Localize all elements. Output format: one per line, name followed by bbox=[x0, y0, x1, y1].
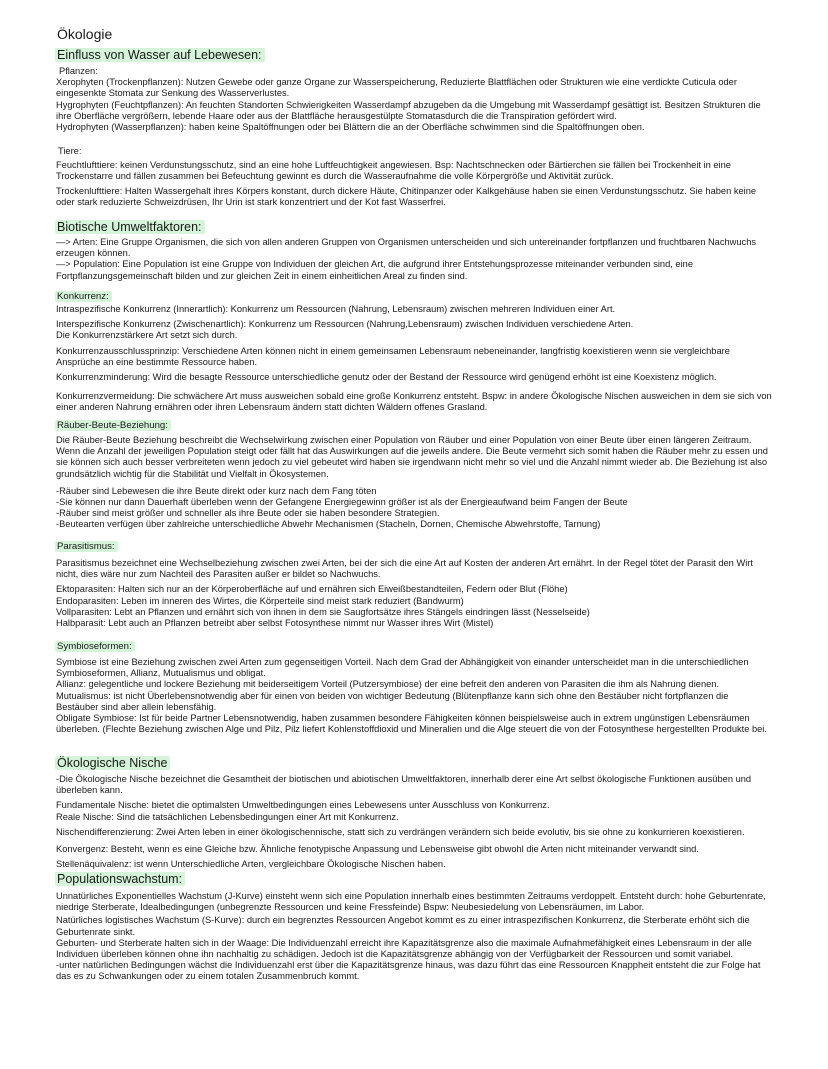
paragraph-symbiose-intro: Symbiose ist eine Beziehung zwischen zwei Arten zum gegenseitigen Vorteil. Nach dem Grad der Abhängigkeit von einander unterscheidet man in die unterschiedlichen Symbioseformen, Allianz, Mutualismus und obligat. bbox=[56, 657, 749, 679]
paragraph-ausschlussprinzip: Konkurrenzausschlussprinzip: Verschiedene Arten können nicht in einem gemeinsamen Lebensraum nebeneinander, langfristig koexistieren wenn sie vergleichbare Ansprüche an eine bestimmte Ressource haben. bbox=[56, 345, 730, 367]
section-body-konkurrenz bbox=[56, 304, 772, 414]
paragraph-parasitismus-intro: Parasitismus bezeichnet eine Wechselbeziehung zwischen zwei Arten, bei der sich die eine Art auf Kosten der anderen Art ernährt. In der Regel tötet der Parasit den Wirt nicht, dies wäre nur zum Nachteil des Parasiten außer er bildet so Nachwuchs. bbox=[56, 558, 753, 580]
section-body-nische bbox=[56, 774, 772, 870]
paragraph-intraspezifisch: Intraspezifische Konkurrenz (Innerartlich): Konkurrenz um Ressourcen (Nahrung, Lebensraum) zwischen mehreren Individuen einer Art. bbox=[56, 304, 616, 314]
list-item: -Räuber sind meist größer und schneller als ihre Beute oder sie haben besondere Strategien. bbox=[56, 508, 440, 519]
section-heading-biotisch: Biotische Umweltfaktoren: bbox=[57, 220, 205, 235]
list-item: -Beutearten verfügen über zahlreiche unterschiedliche Abwehr Mechanismen (Stacheln, Dornen, Chemische Abwehrstoffe, Tarnung) bbox=[56, 519, 601, 530]
paragraph-konkurrenzvermeidung: Konkurrenzvermeidung: Die schwächere Art muss ausweichen sobald eine große Konkurrenz entsteht. Bspw: in andere Ökologische Nischen ausweichen in dem sie sich von einer anderen Nahrung ernähren oder ihren Lebensraum ändern statt dichten Wäldern offenes Grasland. bbox=[56, 391, 772, 413]
definition-population: —> Population: Eine Population ist eine Gruppe von Individuen der gleichen Art, die aufgrund ihrer Entstehungsprozesse miteinander verbunden sind, eine Fortpflanzungsgemeinschaft bilden und zur gleichen Zeit in einem einheitlichen Areal zu finden sind. bbox=[56, 259, 693, 281]
paragraph-xerophyten: Xerophyten (Trockenpflanzen): Nutzen Gewebe oder ganze Organe zur Wasserspeicherung, Reduzierte Blattflächen oder Strukturen wie eine verdickte Cuticula oder eingesenkte Stomata zur Senkung des Wasserverlustes. bbox=[56, 77, 737, 99]
paragraph-interspezifisch: Interspezifische Konkurrenz (Zwischenartlich): Konkurrenz um Ressourcen (Nahrung,Lebensraum) zwischen Individuen verschiedene Arten. bbox=[56, 319, 634, 330]
paragraph-reale-nische: Reale Nische: Sind die tatsächlichen Lebensbedingungen einer Art mit Konkurrenz. bbox=[56, 811, 399, 822]
paragraph-exponentielles-wachstum: Unnatürliches Exponentielles Wachstum (J-Kurve) einsteht wenn sich eine Population innerhalb eines bestimmten Zeitraums verdoppelt. Entsteht durch: hohe Geburtenrate, niedrige Sterberate, Idealbedingungen (unbegrenzte Ressourcen und keine Fressfeinde) Bspw: Neubesiedelung von Lebensräumen, im Labor. bbox=[56, 891, 766, 913]
paragraph-ektoparasiten: Ektoparasiten: Halten sich nur an der Körperoberfläche auf und ernähren sich Eiweißbestandteilen, Federn oder Blut (Flöhe) bbox=[56, 584, 568, 595]
paragraph-halbparasit: Halbparasit: Lebt auch an Pflanzen betreibt aber selbst Fotosynthese nimmt nur Wasser ihres Wirt (Mistel) bbox=[56, 618, 494, 629]
section-heading-symbiose: Symbioseformen: bbox=[57, 641, 135, 653]
paragraph-kapazitaetsgrenze: Geburten- und Sterberate halten sich in der Waage: Die Individuenzahl erreicht ihre Kapazitätsgrenze also die maximale Aufnahmefähigkeit eines Lebensraum in der alle Individuen überleben können ohne ihn nachhaltig zu schädigen. Jedoch ist die Kapazitätsgrenze abhängig von der Verfügbarkeit der Ressourcen und somit variabel. bbox=[56, 937, 752, 960]
paragraph-nische-definition: -Die Ökologische Nische bezeichnet die Gesamtheit der biotischen und abiotischen Umweltfaktoren, innerhalb derer eine Art selbst ökologische Funktionen ausüben und überleben kann. bbox=[56, 774, 752, 796]
paragraph-endoparasiten: Endoparasiten: Leben im inneren des Wirtes, die Körperteile sind meist stark reduziert (Bandwurm) bbox=[56, 595, 464, 606]
section-body-parasitismus bbox=[56, 558, 772, 629]
section-heading-nische: Ökologische Nische bbox=[57, 756, 170, 771]
section-heading-konkurrenz: Konkurrenz: bbox=[57, 291, 112, 303]
paragraph-vollparasiten: Vollparasiten: Lebt an Pflanzen und ernährt sich von ihnen in dem sie Saugfortsätze ihres Stängels eindringen lässt (Nesselseide) bbox=[56, 606, 590, 617]
paragraph-feuchtlufttiere: Feuchtlufttiere: keinen Verdunstungsschutz, sind an eine hohe Luftfeuchtigkeit angewiesen. Bsp: Nachtschnecken oder Bärtierchen sie fällen bei Trockenheit in eine Trockenstarre und fällen zusammen bei Befeuchtung gewinnt es durch die Wasseraufnahme die volle Körpergröße und Aktivität zurück. bbox=[56, 160, 731, 182]
paragraph-obligate-symbiose: Obligate Symbiose: Ist für beide Partner Lebensnotwendig, haben zusammen besondere Fähigkeiten können beispielsweise auch in extrem ungünstigen Lebensräumen überleben. (Flechte Beziehung zwischen Alge und Pilz, Pilz liefert Kohlenstoffdioxid und Mineralien und die Alge steuert die von der Fotosynthese hergestellten Produkte bei. bbox=[56, 713, 767, 735]
paragraph-trockenlufttiere: Trockenlufttiere: Halten Wassergehalt ihres Körpers konstant, durch dickere Häute, Chitinpanzer oder Kalkgehäuse haben sie einen Verdunstungsschutz. Sie haben keine oder stark reduzierte Schweizdrüsen, Ihr Urin ist stark konzentriert und der Kot fast Wasserfrei. bbox=[56, 185, 757, 207]
paragraph-konkurrenzminderung: Konkurrenzminderung: Wird die besagte Ressource unterschiedliche genutz oder der Bestand der Ressource wird genügend erhöht ist eine Koexistenz möglich. bbox=[56, 372, 717, 383]
paragraph-raeuber-beute-intro: Die Räuber-Beute Beziehung beschreibt die Wechselwirkung zwischen einer Population von Räuber und einer Population von einer Beute über einen längeren Zeitraum. Wenn die Anzahl der jeweiligen Population steigt oder fällt hat das Auswirkungen auf die jeweils andere. Die Beute vermehrt sich somit haben die Räuber mehr zu essen und sie können sich auch besser verbreiteten wenn jedoch zu viel gebeutet wird haben sie irgendwann nicht mehr so viel und die Anzahl nimmt wieder ab. Die Beziehung ist also grundsätzlich wichtig für die Stabilität und Vielfalt in Ökosystemen. bbox=[56, 435, 768, 479]
paragraph-allianz: Allianz: gelegentliche und lockere Beziehung mit beiderseitigem Vorteil (Putzersymbiose) der eine befreit den anderen von Parasiten die ihm als Nahrung dienen. bbox=[56, 679, 720, 690]
label-tiere: Tiere: bbox=[58, 146, 82, 156]
definition-arten: —> Arten: Eine Gruppe Organismen, die sich von allen anderen Gruppen von Organismen unterscheiden und sich untereinander fortpflanzen und fruchtbaren Nachwuchs erzeugen können. bbox=[56, 237, 757, 259]
paragraph-logistisches-wachstum: Natürliches logistisches Wachstum (S-Kurve): durch ein begrenztes Ressourcen Angebot kommt es zu einer intraspezifischen Konkurrenz, die Sterberate erhöht sich die Geburtenrate sinkt. bbox=[56, 915, 750, 937]
list-item: -Sie können nur dann Dauerhaft überleben wenn der Gefangene Energiegewinn größer ist als der Energieaufwand beim Fangen der Beute bbox=[56, 497, 628, 508]
paragraph-konvergenz: Konvergenz: Besteht, wenn es eine Gleiche bzw. Ähnliche fenotypische Anpassung und Lebensweise gibt obwohl die Arten nicht miteinander verwandt sind. bbox=[56, 844, 699, 855]
section-body-raeuber-beute bbox=[56, 435, 772, 531]
paragraph-nischendifferenzierung: Nischendifferenzierung: Zwei Arten leben in einer ökologischennische, statt sich zu verdrängen verändern sich beide evolutiv, bis sie ohne zu konkurrieren koexistieren. bbox=[56, 826, 745, 837]
section-heading-wasser: Einfluss von Wasser auf Lebewesen: bbox=[57, 48, 265, 63]
label-pflanzen: Pflanzen: bbox=[59, 66, 98, 76]
paragraph-hygrophyten: Hygrophyten (Feuchtpflanzen): An feuchten Standorten Schwierigkeiten Wasserdampf abzugeben da die Umgebung mit Wasserdampf gesättigt ist. Besitzen Strukturen die ihre Oberfläche vergrößern, lebende Haare oder aus der Blattfläche herausgestülpte Stomatasdurch die die Transpiration gefördert wird. bbox=[56, 99, 761, 121]
section-body-symbiose bbox=[56, 657, 772, 735]
list-item: -Räuber sind Lebewesen die ihre Beute direkt oder kurz nach dem Fang töten bbox=[56, 485, 377, 496]
paragraph-konkurrenzstaerkere-art: Die Konkurrenzstärkere Art setzt sich durch. bbox=[56, 330, 238, 341]
paragraph-hydrophyten: Hydrophyten (Wasserpflanzen): haben keine Spaltöffnungen oder bei Blättern die an der Oberfläche schwimmen sind die Spaltöffnungen oben. bbox=[56, 122, 645, 133]
section-heading-populationswachstum: Populationswachstum: bbox=[57, 872, 185, 887]
page-title: Ökologie bbox=[57, 26, 113, 42]
section-body-populationswachstum bbox=[56, 891, 772, 983]
paragraph-natuerliche-bedingungen: -unter natürlichen Bedingungen wächst die Individuenzahl erst über die Kapazitätsgrenze hinaus, was dazu führt das eine Ressourcen Knappheit entsteht die zur Folge hat das es zu Schwankungen oder zu einem totalen Zusammenbruch kommt. bbox=[56, 960, 761, 982]
paragraph-fundamentale-nische: Fundamentale Nische: bietet die optimalsten Umweltbedingungen eines Lebewesens unter Ausschluss von Konkurrenz. bbox=[56, 800, 550, 811]
paragraph-mutualismus: Mutualismus: ist nicht Überlebensnotwendig aber für einen von beiden von wichtiger Bedeutung (Blütenpflanze kann sich ohne den Bestäuber nicht fortpflanzen die Bestäuber sind aber allein lebensfähig. bbox=[56, 690, 729, 712]
section-body-wasser-pflanzen bbox=[56, 66, 772, 133]
section-body-wasser-tiere bbox=[56, 146, 772, 208]
section-heading-raeuber-beute: Räuber-Beute-Beziehung: bbox=[57, 420, 171, 432]
section-body-biotisch bbox=[56, 237, 772, 282]
paragraph-stellenaequivalenz: Stellenäquivalenz: ist wenn Unterschiedliche Arten, vergleichbare Ökologische Nischen haben. bbox=[56, 859, 446, 870]
section-heading-parasitismus: Parasitismus: bbox=[57, 541, 118, 553]
